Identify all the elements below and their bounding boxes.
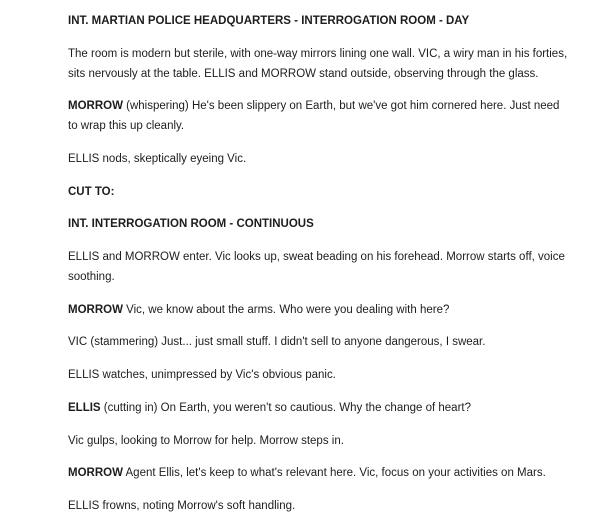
dialogue-text: Vic, we know about the arms. Who were you dealing with here? xyxy=(122,303,450,316)
script-block-action: ELLIS nods, skeptically eyeing Vic. xyxy=(68,152,247,165)
dialogue-text: (whispering) He's been slippery on Earth, but we've got him cornered here. Just need to wrap this up cleanly. xyxy=(68,100,560,133)
script-block-action: ELLIS frowns, noting Morrow's soft handling. xyxy=(68,500,296,513)
script-block-dialogue xyxy=(68,301,570,321)
script-block-dialogue xyxy=(68,464,570,484)
script-block-action: ELLIS watches, unimpressed by Vic's obvious panic. xyxy=(68,369,336,382)
character-name: MORROW xyxy=(68,303,123,316)
script-block-action: ELLIS and MORROW enter. Vic looks up, sweat beading on his forehead. Morrow starts off, voice soothing. xyxy=(68,251,565,283)
dialogue-text: (cutting in) On Earth, you weren't so cautious. Why the change of heart? xyxy=(100,401,471,414)
script-block-action: VIC (stammering) Just... just small stuff. I didn't sell to anyone dangerous, I swear. xyxy=(68,336,486,349)
script-block-action: The room is modern but sterile, with one-way mirrors lining one wall. VIC, a wiry man in his forties, sits nervously at the table. ELLIS and MORROW stand outside, observing through the glass. xyxy=(68,47,568,80)
character-name: ELLIS xyxy=(68,401,101,414)
character-name: MORROW xyxy=(68,100,123,113)
dialogue-text: Agent Ellis, let's keep to what's relevant here. Vic, focus on your activities on Mars. xyxy=(122,467,546,480)
script-block-action: Vic gulps, looking to Morrow for help. Morrow steps in. xyxy=(68,434,344,447)
script-block-scene-heading: INT. MARTIAN POLICE HEADQUARTERS - INTERROGATION ROOM - DAY xyxy=(68,15,470,27)
script-block-scene-heading: INT. INTERROGATION ROOM - CONTINUOUS xyxy=(68,218,314,231)
script-block-dialogue xyxy=(68,399,570,419)
script-block-transition: CUT TO: xyxy=(68,185,115,198)
character-name: MORROW xyxy=(68,467,123,480)
script-block-dialogue xyxy=(68,97,570,137)
